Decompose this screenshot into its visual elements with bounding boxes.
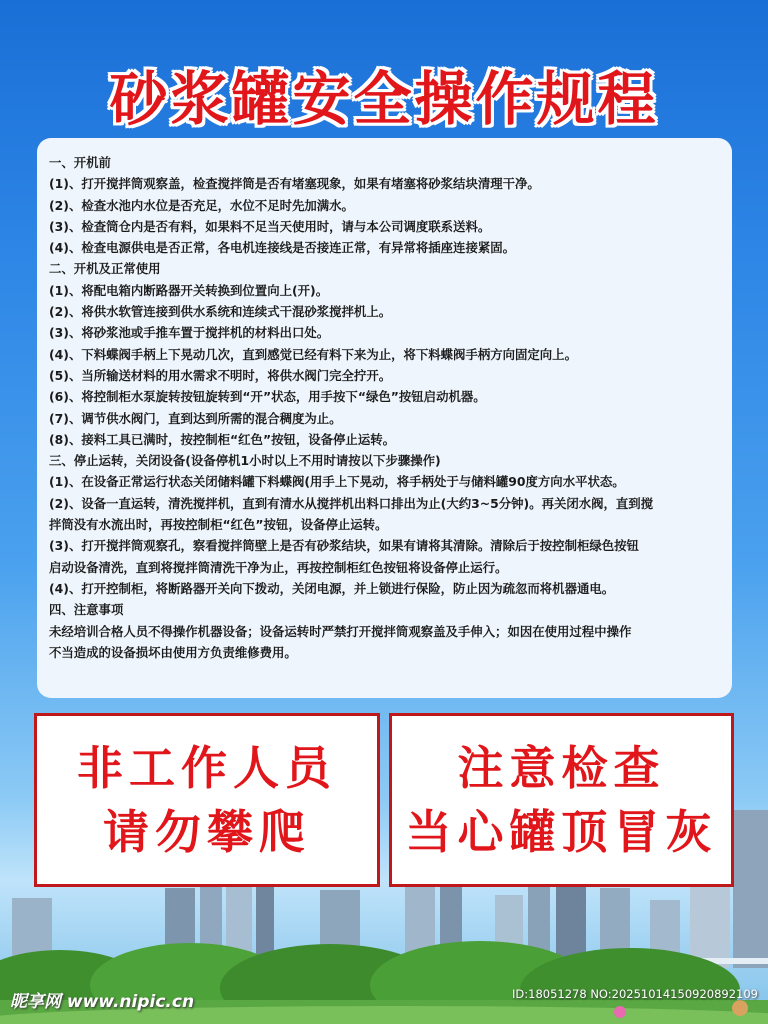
rules-panel [37,138,732,698]
section-heading: 一、开机前 [49,155,111,170]
rule-item: (4)、检查电源供电是否正常，各电机连接线是否接连正常，有异常将插座连接紧固。 [49,240,516,256]
rule-item: (2)、将供水软管连接到供水系统和连续式干混砂浆搅拌机上。 [49,304,392,320]
watermark-id: ID:18051278 NO:20251014150920892109 [512,987,758,1001]
rule-item: (7)、调节供水阀门，直到达到所需的混合稠度为止。 [49,410,342,426]
rule-item: (4)、打开控制柜，将断路器开关向下拨动，关闭电源，并上锁进行保险，防止因为疏忽而将机器通电。 [49,580,615,596]
section-heading: 三、停止运转，关闭设备(设备停机1小时以上不用时请按以下步骤操作) [49,453,441,469]
notice-text-continued: 不当造成的设备损坏由使用方负责维修费用。 [49,644,297,660]
page-title: 砂浆罐安全操作规程 [109,65,659,133]
sign-line: 注意检查 [457,741,666,795]
section-heading: 四、注意事项 [49,602,124,618]
watermark-site: 昵享网 www.nipic.cn [10,992,195,1012]
rule-item-continued: 启动设备清洗，直到将搅拌筒清洗干净为止，再按控制柜红色按钮将设备停止运行。 [49,559,508,575]
rule-item: (6)、将控制柜水泵旋转按钮旋转到“开”状态，用手按下“绿色”按钮启动机器。 [49,389,486,405]
rule-item: (1)、将配电箱内断路器开关转换到位置向上(开)。 [49,282,329,298]
rule-item: (3)、打开搅拌筒观察孔，察看搅拌筒壁上是否有砂浆结块，如果有请将其清除。清除后于按控制柜绿色按钮 [49,538,639,554]
warning-sign-no-climbing [34,713,380,887]
sign-line: 当心罐顶冒灰 [405,805,718,859]
warning-sign-check-dust [389,713,734,887]
rule-item-continued: 拌筒没有水流出时，再按控制柜“红色”按钮，设备停止运转。 [49,517,388,533]
rule-item: (1)、在设备正常运行状态关闭储料罐下料蝶阀(用手上下晃动，将手柄处于与储料罐90度方向水平状态。 [49,474,625,490]
rule-item: (2)、检查水池内水位是否充足，水位不足时先加满水。 [49,197,354,213]
rule-item: (3)、检查筒仓内是否有料，如果料不足当天使用时，请与本公司调度联系送料。 [49,218,491,234]
rule-item: (8)、接料工具已满时，按控制柜“红色”按钮，设备停止运转。 [49,431,395,447]
sign-line: 请勿攀爬 [103,805,311,859]
rule-item: (4)、下料蝶阀手柄上下晃动几次，直到感觉已经有料下来为止，将下料蝶阀手柄方向固定向上。 [49,346,577,362]
sign-line: 非工作人员 [77,741,337,795]
notice-text: 未经培训合格人员不得操作机器设备；设备运转时严禁打开搅拌筒观察盖及手伸入；如因在使用过程中操作 [49,623,632,639]
section-heading: 二、开机及正常使用 [49,261,161,277]
rule-item: (3)、将砂浆池或手推车置于搅拌机的材料出口处。 [49,325,330,341]
rule-item: (1)、打开搅拌筒观察盖，检查搅拌筒是否有堵塞现象，如果有堵塞将砂浆结块清理干净。 [49,176,540,192]
rule-item: (2)、设备一直运转，清洗搅拌机，直到有清水从搅拌机出料口排出为止(大约3~5分钟)。再关闭水阀，直到搅 [49,495,654,511]
rule-item: (5)、当所输送材料的用水需求不明时，将供水阀门完全拧开。 [49,367,392,383]
